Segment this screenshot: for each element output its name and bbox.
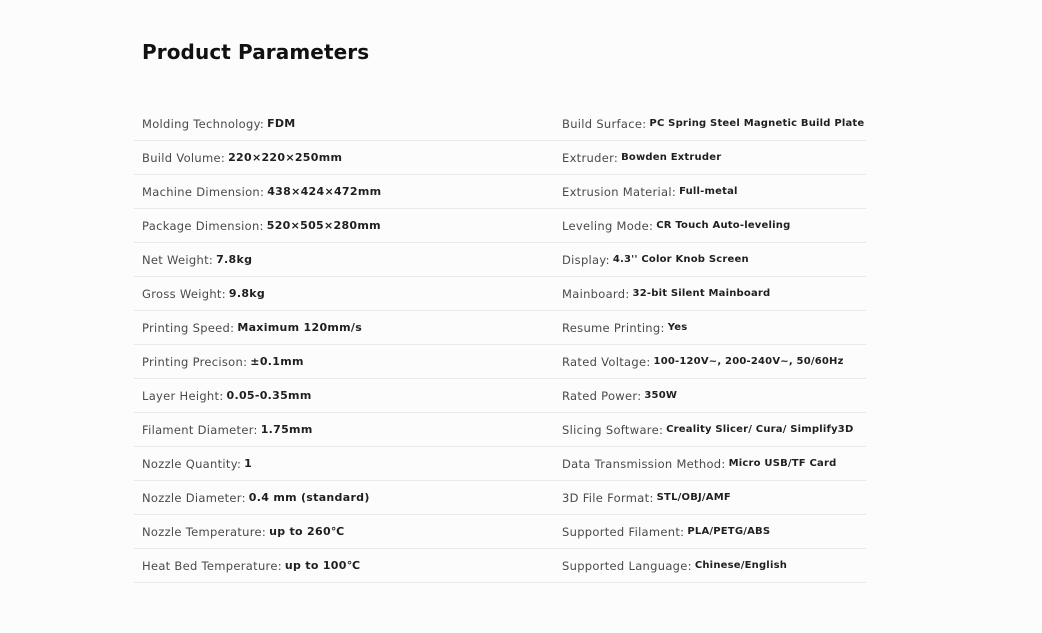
param-row-net-weight	[134, 243, 554, 277]
param-value: 9.8kg	[228, 287, 266, 300]
param-row-nozzle-temperature	[134, 515, 554, 549]
param-row-layer-height	[134, 379, 554, 413]
param-label: Package Dimension:	[142, 218, 264, 233]
param-row-filament-diameter	[134, 413, 554, 447]
param-label: Supported Filament:	[562, 524, 685, 539]
param-row-build-surface	[554, 107, 866, 141]
param-value: CR Touch Auto-leveling	[656, 220, 791, 231]
page-title: Product Parameters	[142, 40, 370, 64]
param-value: Full-metal	[679, 186, 738, 197]
param-row-leveling-mode	[554, 209, 866, 243]
param-row-supported-language	[554, 549, 866, 583]
param-value: STL/OBJ/AMF	[656, 492, 731, 503]
param-value: 220×220×250mm	[228, 151, 343, 164]
param-value: Chinese/English	[694, 560, 788, 571]
param-label: Printing Precison:	[142, 354, 248, 369]
parameters-table	[134, 107, 866, 583]
param-value: PLA/PETG/ABS	[687, 526, 771, 537]
param-label: Molding Technology:	[142, 116, 265, 131]
param-label: Machine Dimension:	[142, 184, 265, 199]
param-label: Leveling Mode:	[562, 218, 654, 233]
param-label: Layer Height:	[142, 388, 224, 403]
param-label: Rated Voltage:	[562, 354, 651, 369]
param-label: Display:	[562, 252, 610, 267]
param-row-package-dimension	[134, 209, 554, 243]
param-row-nozzle-diameter	[134, 481, 554, 515]
param-row-mainboard	[554, 277, 866, 311]
param-label: Extruder:	[562, 150, 619, 165]
param-row-3d-file-format	[554, 481, 866, 515]
param-row-extrusion-material	[554, 175, 866, 209]
param-value: 100-120V~, 200-240V~, 50/60Hz	[653, 356, 844, 367]
param-value: 350W	[644, 390, 678, 401]
param-label: Build Volume:	[142, 150, 226, 165]
param-label: Filament Diameter:	[142, 422, 258, 437]
param-label: Nozzle Quantity:	[142, 456, 242, 471]
param-row-nozzle-quantity	[134, 447, 554, 481]
param-label: Resume Printing:	[562, 320, 665, 335]
param-row-extruder	[554, 141, 866, 175]
param-row-slicing-software	[554, 413, 866, 447]
param-row-build-volume	[134, 141, 554, 175]
param-value: 32-bit Silent Mainboard	[632, 288, 771, 299]
param-label: Gross Weight:	[142, 286, 226, 301]
param-row-printing-speed	[134, 311, 554, 345]
param-row-printing-precision	[134, 345, 554, 379]
param-value: FDM	[267, 117, 296, 130]
parameters-column-left	[134, 107, 554, 583]
param-value: Bowden Extruder	[621, 152, 722, 163]
param-label: Extrusion Material:	[562, 184, 677, 199]
param-value: Micro USB/TF Card	[728, 458, 837, 469]
param-label: Heat Bed Temperature:	[142, 558, 282, 573]
param-value: PC Spring Steel Magnetic Build Plate	[649, 118, 865, 129]
param-row-resume-printing	[554, 311, 866, 345]
param-value: up to 100℃	[284, 559, 361, 572]
param-value: Creality Slicer/ Cura/ Simplify3D	[666, 424, 854, 435]
param-value: 4.3'' Color Knob Screen	[612, 254, 749, 265]
param-value: 0.4 mm (standard)	[248, 491, 370, 504]
param-value: 1.75mm	[260, 423, 313, 436]
param-value: Yes	[667, 322, 688, 333]
param-label: Rated Power:	[562, 388, 642, 403]
param-label: 3D File Format:	[562, 490, 654, 505]
param-label: Nozzle Temperature:	[142, 524, 267, 539]
param-row-data-transmission	[554, 447, 866, 481]
param-value: ±0.1mm	[250, 355, 304, 368]
param-value: up to 260℃	[269, 525, 345, 538]
param-value: 0.05-0.35mm	[226, 389, 312, 402]
param-value: 438×424×472mm	[267, 185, 382, 198]
param-label: Net Weight:	[142, 252, 214, 267]
param-row-display	[554, 243, 866, 277]
param-row-machine-dimension	[134, 175, 554, 209]
param-label: Nozzle Diameter:	[142, 490, 246, 505]
param-label: Supported Language:	[562, 558, 692, 573]
param-row-supported-filament	[554, 515, 866, 549]
param-label: Mainboard:	[562, 286, 630, 301]
param-value: 1	[244, 457, 253, 470]
param-value: 7.8kg	[216, 253, 253, 266]
param-row-rated-power	[554, 379, 866, 413]
param-label: Data Transmission Method:	[562, 456, 726, 471]
param-label: Printing Speed:	[142, 320, 235, 335]
parameters-column-right	[554, 107, 866, 583]
param-label: Slicing Software:	[562, 422, 664, 437]
param-value: 520×505×280mm	[266, 219, 381, 232]
param-label: Build Surface:	[562, 116, 647, 131]
param-row-gross-weight	[134, 277, 554, 311]
param-row-rated-voltage	[554, 345, 866, 379]
param-value: Maximum 120mm/s	[237, 321, 363, 334]
param-row-molding-technology	[134, 107, 554, 141]
param-row-heat-bed-temperature	[134, 549, 554, 583]
